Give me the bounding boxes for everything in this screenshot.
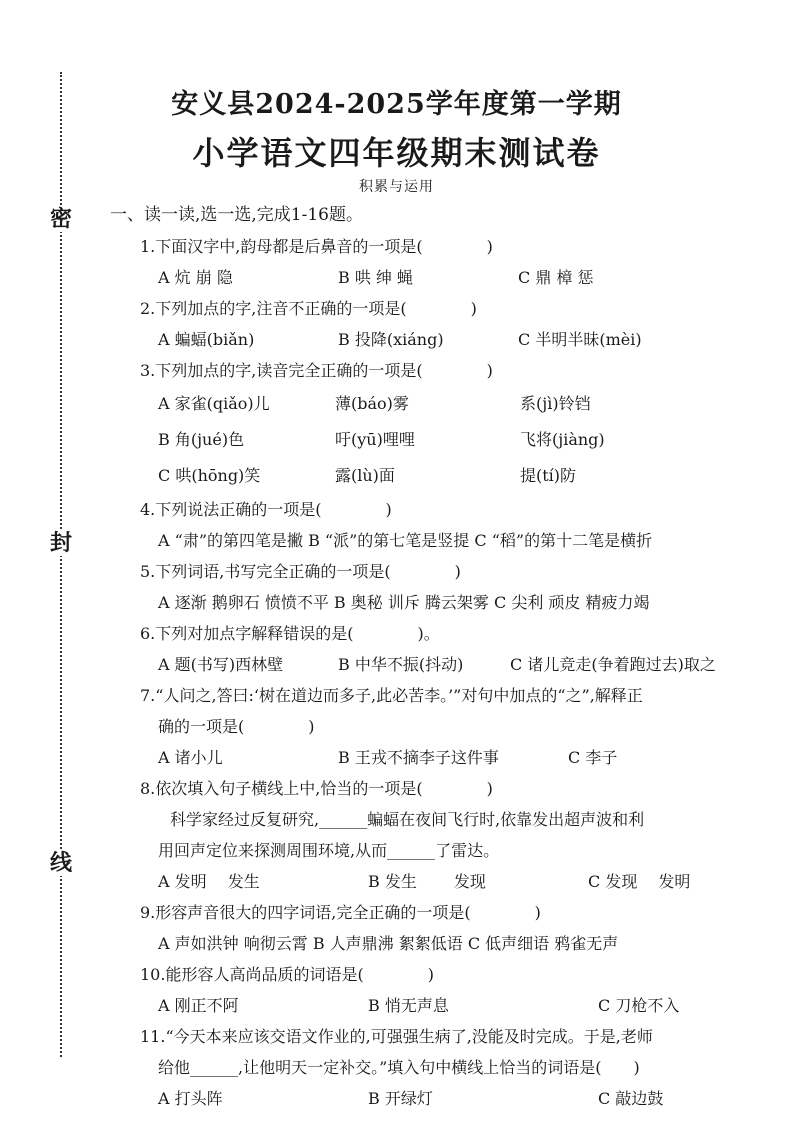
question-stem-11-cont: 给他______,让他明天一定补交。”填入句中横线上恰当的词语是( ) <box>158 1058 640 1077</box>
option-a-word-1: A 家雀(qiǎo)儿 <box>158 394 270 413</box>
option-b: B 中华不振(抖动) <box>338 655 464 674</box>
option-b: B 发生 发现 <box>368 872 486 891</box>
question-stem-4: 4.下列说法正确的一项是( ) <box>140 500 392 519</box>
option-b-word-3: 飞将(jiàng) <box>520 430 605 449</box>
question-options-7 <box>110 742 760 773</box>
option-c-word-3: 提(tí)防 <box>520 466 577 485</box>
question-stem-7: 7.“人问之,答曰:‘树在道边而多子,此必苦李。’”对句中加点的“之”,解释正 <box>140 686 643 705</box>
option-c: C 发现 发明 <box>588 872 691 891</box>
option-c: C 诸儿竞走(争着跑过去)取之 <box>510 655 716 674</box>
exam-title-line2: 小学语文四年级期末测试卷 <box>192 134 601 172</box>
option-c: C 刀枪不入 <box>598 996 680 1015</box>
question-8-passage-line2: 用回声定位来探测周围环境,从而______了雷达。 <box>158 841 500 860</box>
question-3-row-c <box>110 458 760 494</box>
option-a: A 发明 发生 <box>158 872 260 891</box>
option-b: B 开绿灯 <box>368 1089 433 1108</box>
question-options-4: A “肃”的第四笔是撇 B “派”的第七笔是竖提 C “稻”的第十二笔是横折 <box>158 531 653 550</box>
option-a-word-2: 薄(báo)雾 <box>335 394 409 413</box>
question-options-8 <box>110 866 760 897</box>
question-stem-3: 3.下列加点的字,读音完全正确的一项是( ) <box>140 361 493 380</box>
seal-char-feng: 封 <box>49 530 72 556</box>
question-stem-10: 10.能形容人高尚品质的词语是( ) <box>140 965 434 984</box>
option-b-word-1: B 角(jué)色 <box>158 430 245 449</box>
section-subtitle: 积累与运用 <box>359 179 434 195</box>
option-a: A 题(书写)西林壁 <box>158 655 284 674</box>
option-c-word-1: C 哄(hōng)笑 <box>158 466 261 485</box>
option-b: B 王戎不摘李子这件事 <box>338 748 499 767</box>
option-c: C 敲边鼓 <box>598 1089 664 1108</box>
option-c: C 半明半昧(mèi) <box>518 330 642 349</box>
question-stem-9: 9.形容声音很大的四字词语,完全正确的一项是( ) <box>140 903 541 922</box>
option-a: A 诸小儿 <box>158 748 223 767</box>
question-options-6 <box>110 649 760 680</box>
option-a: A 打头阵 <box>158 1089 223 1108</box>
section-heading: 一、读一读,选一选,完成1-16题。 <box>110 205 363 225</box>
option-a-word-3: 系(jì)铃铛 <box>520 394 591 413</box>
question-stem-7-cont: 确的一项是( ) <box>158 717 315 736</box>
seal-char-xian: 线 <box>49 850 72 876</box>
option-a: A 蝙蝠(biǎn) <box>158 330 255 349</box>
question-stem-6: 6.下列对加点字解释错误的是( )。 <box>140 624 440 643</box>
seal-char-mi: 密 <box>49 206 72 232</box>
question-options-11 <box>110 1083 760 1114</box>
question-8-passage-line1: 科学家经过反复研究,______蝙蝠在夜间飞行时,依靠发出超声波和利 <box>170 810 645 829</box>
question-stem-2: 2.下列加点的字,注音不正确的一项是( ) <box>140 299 477 318</box>
question-stem-1: 1.下面汉字中,韵母都是后鼻音的一项是( ) <box>140 237 493 256</box>
question-options-1 <box>110 262 760 293</box>
option-b-word-2: 吁(yū)哩哩 <box>335 430 415 449</box>
question-stem-11: 11.“今天本来应该交语文作业的,可强强生病了,没能及时完成。于是,老师 <box>140 1027 653 1046</box>
option-c-word-2: 露(lù)面 <box>335 466 395 485</box>
option-c: C 李子 <box>568 748 618 767</box>
option-b: B 投降(xiáng) <box>338 330 444 349</box>
option-b: B 哄 绅 蝇 <box>338 268 414 287</box>
question-stem-8: 8.依次填入句子横线上中,恰当的一项是( ) <box>140 779 493 798</box>
exam-title-line1: 安义县2024-2025学年度第一学期 <box>171 89 622 120</box>
option-a: A 炕 崩 隐 <box>158 268 233 287</box>
question-options-5: A 逐渐 鹅卵石 愤愤不平 B 奥秘 训斥 腾云架雾 C 尖利 顽皮 精疲力竭 <box>158 593 650 612</box>
option-b: B 悄无声息 <box>368 996 449 1015</box>
option-c: C 鼎 樟 惩 <box>518 268 594 287</box>
question-3-row-a <box>110 386 760 422</box>
question-options-2 <box>110 324 760 355</box>
option-a: A 刚正不阿 <box>158 996 239 1015</box>
question-3-row-b <box>110 422 760 458</box>
question-list <box>110 200 760 1114</box>
question-stem-5: 5.下列词语,书写完全正确的一项是( ) <box>140 562 461 581</box>
question-options-9: A 声如洪钟 响彻云霄 B 人声鼎沸 絮絮低语 C 低声细语 鸦雀无声 <box>158 934 619 953</box>
question-options-10 <box>110 990 760 1021</box>
